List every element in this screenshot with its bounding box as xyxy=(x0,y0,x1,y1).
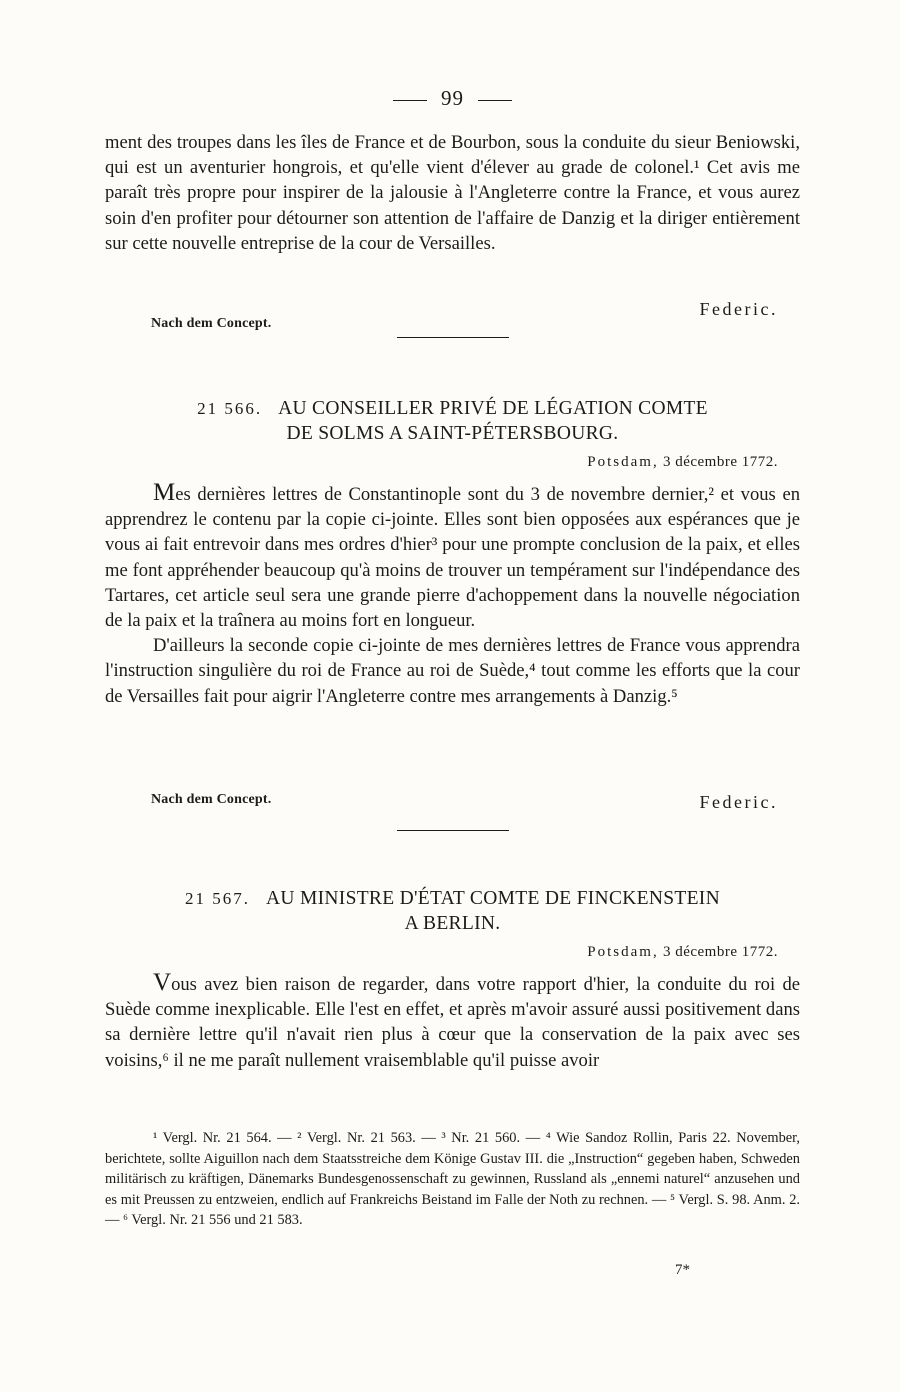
letter-21566-paragraph-1-text: es dernières lettres de Constantinople sont du 3 de novembre dernier,² et vous en apprendrez le contenu par la copie ci-jointe. Elles sont bien opposées aux espérances que je vous ai fait entrevoir dans mes ordres d'hier³ pour une prompte conclusion de la paix, et elles me font appréhender beaucoup qu'à moins de trouver un tempérament sur l'indépendance des Tartares, cet article seul sera une grande pierre d'achoppement dans la nouvelle négociation de la paix et la traînera au moins fort en longueur. xyxy=(105,484,800,632)
letter-21566-heading-line1 xyxy=(105,396,800,421)
letter-21566-source-row xyxy=(105,790,800,816)
letter-21566-initial: M xyxy=(153,479,176,506)
letter-21567-number: 21 567. xyxy=(185,889,251,908)
letter-21567-place: Potsdam, xyxy=(587,944,659,960)
signature-mark: 7* xyxy=(675,1262,690,1278)
section-separator xyxy=(397,337,509,338)
running-head-rule-right xyxy=(478,100,512,101)
letter-21566-dateline xyxy=(587,454,778,471)
carryover-source-note: Nach dem Concept. xyxy=(151,316,272,331)
carryover-signature: Federic. xyxy=(699,299,778,319)
letter-21567-heading xyxy=(105,886,800,936)
letter-21566-heading-line2: DE SOLMS A SAINT-PÉTERSBOURG. xyxy=(286,423,619,444)
carryover-paragraph: ment des troupes dans les îles de France et de Bourbon, sous la conduite du sieur Beniowski, qui est un aventurier hongrois, et qu'elle vient d'élever au grade de colonel.¹ Cet avis me paraît très propre pour inspirer de la jalousie à l'Angleterre contre la France, et vous aurez soin d'en profiter pour détourner son attention de l'affaire de Danzig et la diriger entièrement sur cette nouvelle entreprise de la cour de Versailles. xyxy=(105,132,800,254)
running-head-rule-left xyxy=(393,100,427,101)
running-head xyxy=(105,86,800,111)
letter-21566-number: 21 566. xyxy=(197,399,263,418)
letter-21567-date: 3 décembre 1772. xyxy=(662,944,778,960)
letter-21567-paragraph-1 xyxy=(105,970,800,1073)
letter-21566-source-note: Nach dem Concept. xyxy=(151,792,272,807)
letter-21566-signature: Federic. xyxy=(699,792,778,812)
letter-21566-date: 3 décembre 1772. xyxy=(662,454,778,470)
letter-21566-paragraph-1 xyxy=(105,480,800,633)
letter-21566-heading xyxy=(105,396,800,446)
footnotes-text: ¹ Vergl. Nr. 21 564. — ² Vergl. Nr. 21 563. — ³ Nr. 21 560. — ⁴ Wie Sandoz Rollin, Paris 22. November, berichtete, sollte Aiguillon nach dem Staatsstreiche dem Könige Gustav III. die „Instruction“ gegeben haben, Schweden militärisch zu kräftigen, Dänemarks Bundesgenossenschaft zu gewinnen, Russland als „ennemi naturel“ anzusehen und es mit Preussen zu entzweien, endlich auf Frankreichs Beistand im Falle der Noth zu rechnen. — ⁵ Vergl. S. 98. Anm. 2. — ⁶ Vergl. Nr. 21 556 und 21 583. xyxy=(105,1130,800,1228)
section-separator xyxy=(397,830,509,831)
letter-21567-heading-line1 xyxy=(105,886,800,911)
letter-21567-body xyxy=(105,970,800,1073)
footnotes xyxy=(105,1128,800,1231)
letter-21567-paragraph-1-text: ous avez bien raison de regarder, dans votre rapport d'hier, la conduite du roi de Suède comme inexplicable. Elle l'est en effet, et après m'avoir assuré aussi positivement dans sa dernière lettre qu'il n'avait rien plus à cœur que la conservation de la paix avec ses voisins,⁶ il ne me paraît nullement vraisemblable qu'il puisse avoir xyxy=(105,974,800,1071)
letter-21567-heading-line2: A BERLIN. xyxy=(404,913,501,934)
letter-21567-dateline xyxy=(587,944,778,961)
letter-21566-body xyxy=(105,480,800,709)
letter-21566-paragraph-2: D'ailleurs la seconde copie ci-jointe de mes dernières lettres de France vous apprendra l'instruction singulière du roi de France au roi de Suède,⁴ tout comme les efforts que la cour de Versailles fait pour aigrir l'Angleterre contre mes arrangements à Danzig.⁵ xyxy=(105,635,800,707)
letter-21567-addressee: AU MINISTRE D'ÉTAT COMTE DE FINCKENSTEIN xyxy=(266,888,720,909)
page-number: 99 xyxy=(441,86,464,110)
letter-21566-addressee: AU CONSEILLER PRIVÉ DE LÉGATION COMTE xyxy=(278,398,708,419)
carryover-source-row xyxy=(105,299,800,336)
letter-21566-place: Potsdam, xyxy=(587,454,659,470)
letter-21567-initial: V xyxy=(153,969,172,996)
